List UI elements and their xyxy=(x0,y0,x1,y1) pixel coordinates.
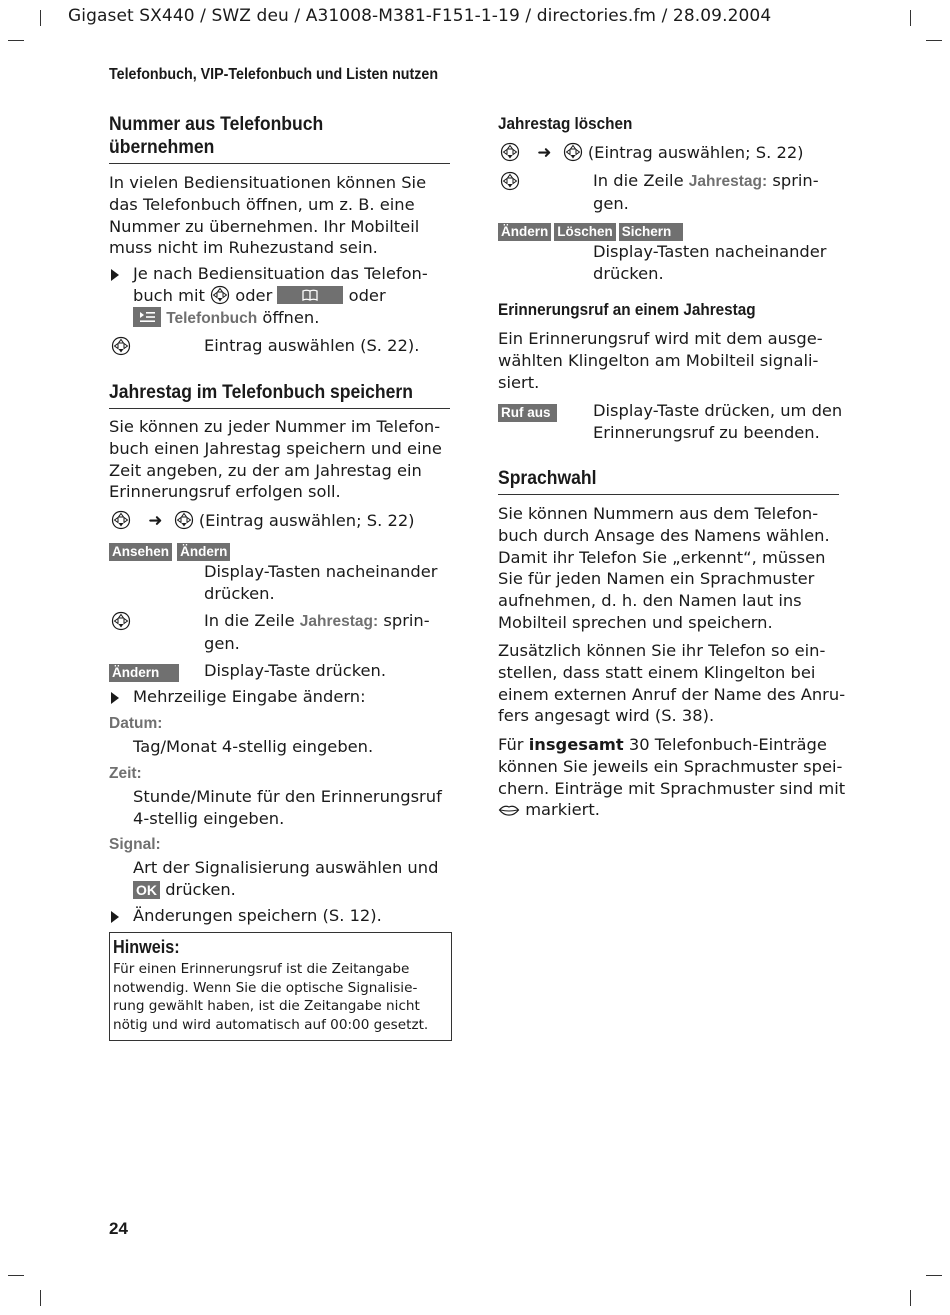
section-title-sprachwahl: Sprachwahl xyxy=(498,467,597,489)
bullet-mehrzeilig: Mehrzeilige Eingabe ändern: xyxy=(133,687,366,706)
crop-mark xyxy=(910,1290,911,1306)
control-key-icon xyxy=(111,510,131,530)
paragraph-intro xyxy=(109,172,426,259)
softkey-rufaus-wrap xyxy=(498,402,557,422)
control-key-icon xyxy=(111,611,131,631)
crop-mark xyxy=(40,10,41,26)
softkey-sichern[interactable]: Sichern xyxy=(619,223,684,241)
phonebook-book-icon xyxy=(277,286,343,304)
step-jump-jahrestag xyxy=(204,610,430,655)
text: (Eintrag auswählen; S. 22) xyxy=(198,511,415,530)
text-line: Sie können zu jeder Nummer im Telefon- xyxy=(109,417,441,436)
note-line: rung gewählt haben, ist die Zeitangabe nicht xyxy=(113,998,420,1015)
text-line: Damit ihr Telefon Sie „erkennt“, müssen xyxy=(498,547,826,567)
section-rule xyxy=(109,408,450,409)
step-softkeys-text xyxy=(204,561,437,605)
text-line: siert. xyxy=(498,372,540,392)
note-line: notwendig. Wenn Sie die optische Signalisie- xyxy=(113,979,418,996)
text-line: gen. xyxy=(204,633,240,653)
text-line xyxy=(133,285,428,307)
text-line: drücken. xyxy=(593,263,664,283)
label-zeit: Zeit: xyxy=(109,765,142,782)
text-line: können Sie jeweils ein Sprachmuster spei- xyxy=(498,756,843,776)
softkey-ok[interactable]: OK xyxy=(133,881,160,899)
control-key-icon xyxy=(210,285,230,305)
text-line: Erinnerungsruf erfolgen soll. xyxy=(109,482,341,502)
voice-lips-icon xyxy=(498,803,520,817)
note-title: Hinweis: xyxy=(113,937,180,957)
text-line: Erinnerungsruf zu beenden. xyxy=(593,422,820,442)
softkey-aendern-single xyxy=(109,662,179,682)
text-line: Stunde/Minute für den Erinnerungsruf xyxy=(133,787,442,806)
field-jahrestag: Jahrestag: xyxy=(688,173,768,190)
text: 30 Telefonbuch-Einträge xyxy=(628,735,827,754)
text-line: buch einen Jahrestag speichern und eine xyxy=(109,438,442,458)
step-aendern-text: Display-Taste drücken. xyxy=(204,661,387,680)
step-keys-text xyxy=(593,241,826,285)
zeit-text xyxy=(133,786,442,830)
text-line: gen. xyxy=(593,193,629,213)
text: markiert. xyxy=(525,800,600,820)
bullet-open-phonebook xyxy=(133,263,428,329)
text-line xyxy=(593,170,819,193)
text-line: Ein Erinnerungsruf wird mit dem ausge- xyxy=(498,329,823,348)
softkey-ruf-aus[interactable]: Ruf aus xyxy=(498,404,557,422)
arrow-right-icon: ➜ xyxy=(537,143,552,163)
label-datum: Datum: xyxy=(109,715,163,732)
bullet-triangle-icon xyxy=(111,267,119,286)
title-line: übernehmen xyxy=(109,136,215,158)
paragraph-jahrestag xyxy=(109,416,442,503)
text-line xyxy=(204,610,430,633)
softkey-loeschen[interactable]: Löschen xyxy=(554,223,616,241)
text: In die Zeile xyxy=(593,171,684,190)
section-rule xyxy=(109,163,450,164)
section-rule xyxy=(498,494,839,495)
text: buch mit xyxy=(133,285,205,305)
text: oder xyxy=(235,285,273,305)
softkey-aendern[interactable]: Ändern xyxy=(498,223,551,241)
text-line: Display-Tasten nacheinander xyxy=(593,242,827,261)
arrow-right-icon: ➜ xyxy=(148,511,163,531)
step-select-entry: Eintrag auswählen (S. 22). xyxy=(204,336,420,355)
section-title-erinnerungsruf: Erinnerungsruf an einem Jahrestag xyxy=(498,300,756,319)
text: (Eintrag auswählen; S. 22) xyxy=(587,143,804,162)
text-line: Display-Taste drücken, um den xyxy=(593,401,843,420)
softkey-aendern[interactable]: Ändern xyxy=(177,543,230,561)
step-rufaus-text xyxy=(593,400,842,444)
text-line xyxy=(133,307,428,330)
note-line: nötig und wird automatisch auf 00:00 gesetzt. xyxy=(113,1016,429,1033)
softkeys-aendern-loeschen-sichern xyxy=(498,221,683,241)
text-line: Sie können Nummern aus dem Telefon- xyxy=(498,504,819,523)
text-line: Zusätzlich können Sie ihr Telefon so ein- xyxy=(498,641,826,660)
text-line: Je nach Bediensituation das Telefon- xyxy=(133,264,428,283)
text: oder xyxy=(348,285,386,305)
datum-text: Tag/Monat 4-stellig eingeben. xyxy=(133,737,374,756)
step-nav-select xyxy=(500,142,804,165)
control-key-icon xyxy=(174,510,194,530)
paragraph-sprachwahl-3 xyxy=(498,734,845,821)
text-line: Art der Signalisierung auswählen und xyxy=(133,858,439,877)
text-line: Sie für jeden Namen ein Sprachmuster xyxy=(498,569,815,589)
page-number: 24 xyxy=(109,1219,128,1238)
text-line: buch durch Ansage des Namens wählen. xyxy=(498,525,830,545)
text: öffnen. xyxy=(262,307,320,327)
paragraph-erinnerungsruf xyxy=(498,328,823,393)
crop-mark xyxy=(8,1275,24,1276)
control-key-icon xyxy=(111,336,131,356)
label-signal: Signal: xyxy=(109,836,161,853)
section-title-jahrestag-speichern: Jahrestag im Telefonbuch speichern xyxy=(109,381,413,403)
section-title-jahrestag-loeschen: Jahrestag löschen xyxy=(498,114,633,133)
control-key-icon xyxy=(500,171,520,191)
paragraph-sprachwahl-2 xyxy=(498,640,845,727)
title-line: Nummer aus Telefonbuch xyxy=(109,113,324,135)
text-line: chern. Einträge mit Sprachmuster sind mit xyxy=(498,778,846,798)
step-nav-select xyxy=(111,510,415,533)
text-line: Mobilteil sprechen und speichern. xyxy=(498,612,773,632)
step-jump-jahrestag xyxy=(593,170,819,215)
bullet-save: Änderungen speichern (S. 12). xyxy=(133,906,382,925)
text-line xyxy=(498,799,845,821)
text: Für xyxy=(498,735,524,754)
text-line: aufnehmen, d. h. den Namen laut ins xyxy=(498,591,802,611)
document-header: Gigaset SX440 / SWZ deu / A31008-M381-F151-1-19 / directories.fm / 28.09.2004 xyxy=(68,6,772,26)
text-line xyxy=(498,734,845,756)
text-line: In vielen Bediensituationen können Sie xyxy=(109,173,427,192)
text-line: stellen, dass statt einem Klingelton bei xyxy=(498,662,816,682)
field-jahrestag: Jahrestag: xyxy=(299,613,379,630)
note-line: Für einen Erinnerungsruf ist die Zeitangabe xyxy=(113,961,410,977)
text-line xyxy=(133,879,438,901)
crop-mark xyxy=(8,40,24,41)
crop-mark xyxy=(40,1290,41,1306)
text-line: Display-Tasten nacheinander xyxy=(204,562,438,581)
text-line: das Telefonbuch öffnen, um z. B. eine xyxy=(109,194,415,214)
crop-mark xyxy=(926,1275,942,1276)
text: drücken. xyxy=(165,879,236,899)
text-line: muss nicht im Ruhezustand sein. xyxy=(109,238,378,258)
control-key-icon xyxy=(500,142,520,162)
text-bold: insgesamt xyxy=(528,735,624,754)
softkeys-ansehen-aendern xyxy=(109,541,230,561)
menu-label-telefonbuch: Telefonbuch xyxy=(166,309,258,327)
section-title-nummer-uebernehmen xyxy=(109,113,323,159)
menu-list-icon xyxy=(133,307,161,327)
text-line: drücken. xyxy=(204,583,275,603)
softkey-ansehen[interactable]: Ansehen xyxy=(109,543,172,561)
text-line: Nummer zu übernehmen. Ihr Mobilteil xyxy=(109,216,420,236)
running-head: Telefonbuch, VIP-Telefonbuch und Listen nutzen xyxy=(109,66,439,83)
text-line: fers angesagt wird (S. 38). xyxy=(498,706,715,726)
text-line: Zeit angeben, zu der am Jahrestag ein xyxy=(109,460,422,480)
text: sprin- xyxy=(383,611,430,630)
bullet-triangle-icon xyxy=(111,909,119,928)
control-key-icon xyxy=(563,142,583,162)
text-line: einem externen Anruf der Name des Anru- xyxy=(498,684,846,704)
signal-text xyxy=(133,857,438,901)
crop-mark xyxy=(910,10,911,26)
bullet-triangle-icon xyxy=(111,690,119,709)
softkey-aendern[interactable]: Ändern xyxy=(109,664,179,682)
paragraph-sprachwahl-1 xyxy=(498,503,830,634)
text-line: wählten Klingelton am Mobilteil signali- xyxy=(498,350,819,370)
text: sprin- xyxy=(772,171,819,190)
crop-mark xyxy=(926,40,942,41)
text: In die Zeile xyxy=(204,611,295,630)
text-line: 4-stellig eingeben. xyxy=(133,808,285,828)
